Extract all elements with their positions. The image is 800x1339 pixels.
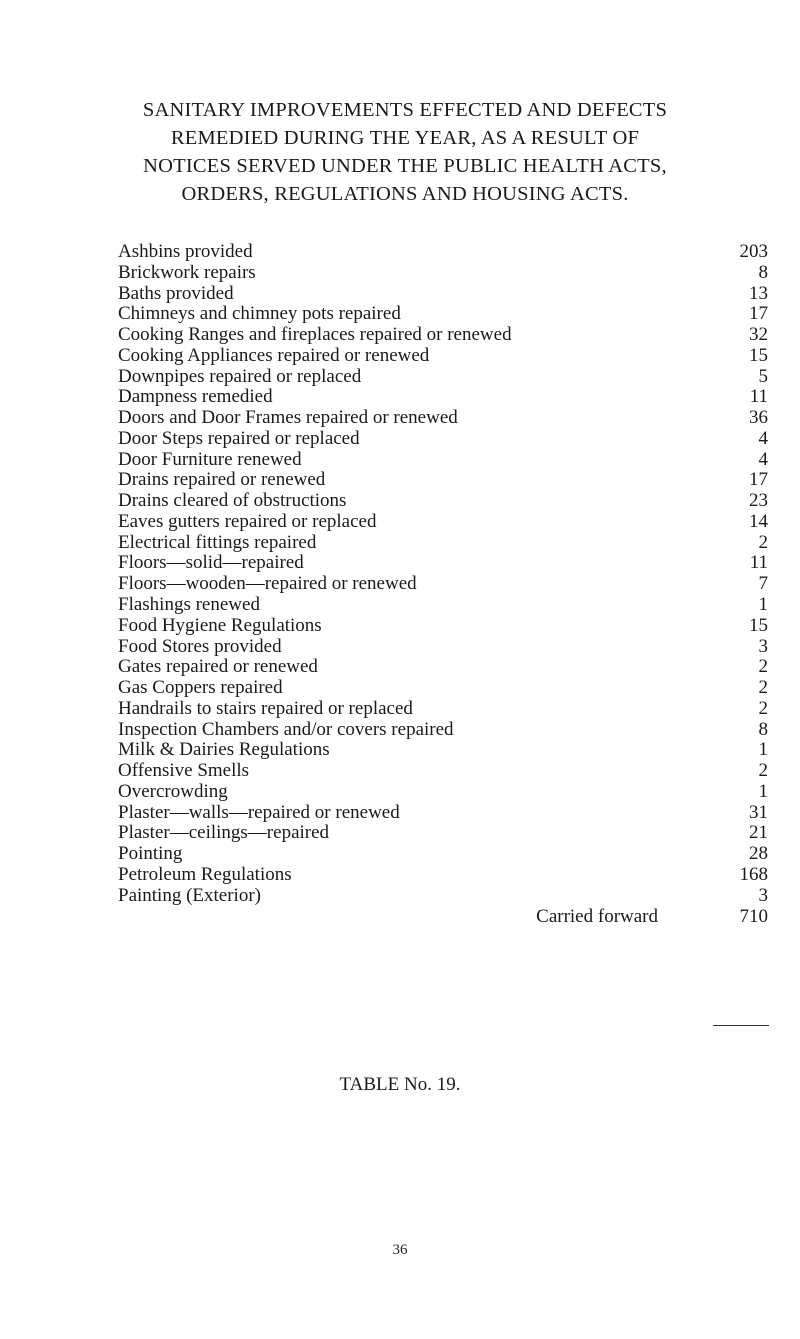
item-label: Handrails to stairs repaired or replaced	[118, 699, 421, 720]
item-count: 13	[749, 282, 768, 304]
item-count: 23	[749, 490, 768, 512]
item-count: 15	[749, 614, 768, 636]
list-item	[118, 387, 768, 408]
list-item	[118, 491, 768, 512]
item-label: Pointing	[118, 844, 190, 865]
item-count: 21	[749, 822, 768, 844]
heading-line-2: REMEDIED DURING THE YEAR, AS A RESULT OF	[170, 127, 640, 149]
item-count: 2	[758, 760, 768, 782]
list-item	[118, 574, 768, 595]
list-item	[118, 553, 768, 574]
item-label: Inspection Chambers and/or covers repaired	[118, 720, 462, 741]
item-label: Flashings renewed	[118, 595, 268, 616]
list-item	[118, 512, 768, 533]
improvements-list	[118, 242, 768, 907]
item-label: Chimneys and chimney pots repaired	[118, 304, 409, 325]
list-item	[118, 242, 768, 263]
item-label: Petroleum Regulations	[118, 865, 300, 886]
list-item	[118, 595, 768, 616]
heading-line-3: NOTICES SERVED UNDER THE PUBLIC HEALTH ACTS,	[143, 155, 667, 177]
item-count: 3	[758, 635, 768, 657]
item-count: 2	[758, 697, 768, 719]
item-count: 11	[749, 386, 768, 408]
item-count: 1	[758, 780, 768, 802]
item-label: Ashbins provided	[118, 242, 261, 263]
item-count: 2	[758, 531, 768, 553]
list-item	[118, 865, 768, 886]
item-count: 8	[758, 261, 768, 283]
item-label: Cooking Appliances repaired or renewed	[118, 346, 437, 367]
list-item	[118, 304, 768, 325]
item-count: 2	[758, 656, 768, 678]
item-label: Floors—wooden—repaired or renewed	[118, 574, 425, 595]
item-label: Electrical fittings repaired	[118, 533, 324, 554]
item-count: 203	[739, 241, 768, 262]
list-item	[118, 699, 768, 720]
heading-line-1: SANITARY IMPROVEMENTS EFFECTED AND DEFECTS	[142, 99, 668, 121]
item-label: Dampness remedied	[118, 387, 281, 408]
item-count: 5	[758, 365, 768, 387]
list-item	[118, 470, 768, 491]
item-label: Offensive Smells	[118, 761, 257, 782]
list-item	[118, 740, 768, 761]
item-label: Plaster—walls—repaired or renewed	[118, 803, 408, 824]
item-label: Doors and Door Frames repaired or renewed	[118, 408, 466, 429]
list-item	[118, 533, 768, 554]
item-count: 36	[749, 407, 768, 429]
item-label: Food Hygiene Regulations	[118, 616, 330, 637]
item-count: 7	[758, 573, 768, 595]
item-count: 31	[749, 801, 768, 823]
total-underline	[713, 1025, 769, 1026]
list-item	[118, 429, 768, 450]
item-label: Drains cleared of obstructions	[118, 491, 354, 512]
item-label: Gates repaired or renewed	[118, 657, 326, 678]
list-item	[118, 803, 768, 824]
heading-line-4: ORDERS, REGULATIONS AND HOUSING ACTS.	[181, 183, 629, 205]
item-label: Milk & Dairies Regulations	[118, 740, 338, 761]
list-item	[118, 284, 768, 305]
item-count: 28	[749, 843, 768, 865]
list-item	[118, 367, 768, 388]
item-count: 32	[749, 324, 768, 346]
list-item	[118, 823, 768, 844]
item-label: Eaves gutters repaired or replaced	[118, 512, 384, 533]
document-heading	[95, 96, 715, 208]
list-item	[118, 720, 768, 741]
item-label: Overcrowding	[118, 782, 236, 803]
item-count: 4	[758, 448, 768, 470]
item-count: 15	[749, 344, 768, 366]
item-label: Floors—solid—repaired	[118, 553, 312, 574]
item-count: 4	[758, 427, 768, 449]
carried-forward-row	[118, 905, 768, 929]
item-count: 17	[749, 303, 768, 325]
list-item	[118, 346, 768, 367]
list-item	[118, 678, 768, 699]
carried-forward-value: 710	[739, 906, 768, 927]
item-count: 3	[758, 884, 768, 906]
item-label: Door Steps repaired or replaced	[118, 429, 368, 450]
list-item	[118, 886, 768, 907]
item-label: Downpipes repaired or replaced	[118, 367, 369, 388]
list-item	[118, 325, 768, 346]
list-item	[118, 616, 768, 637]
item-label: Cooking Ranges and fireplaces repaired or renewed	[118, 325, 520, 346]
list-item	[118, 408, 768, 429]
list-item	[118, 761, 768, 782]
list-item	[118, 263, 768, 284]
carried-forward-label: Carried forward	[536, 906, 658, 927]
item-count: 17	[749, 469, 768, 491]
item-label: Food Stores provided	[118, 637, 290, 658]
item-count: 11	[749, 552, 768, 574]
item-label: Baths provided	[118, 284, 242, 305]
item-label: Brickwork repairs	[118, 263, 264, 284]
list-item	[118, 450, 768, 471]
list-item	[118, 782, 768, 803]
item-label: Drains repaired or renewed	[118, 470, 333, 491]
item-label: Plaster—ceilings—repaired	[118, 823, 337, 844]
item-count: 1	[758, 739, 768, 761]
item-label: Gas Coppers repaired	[118, 678, 291, 699]
item-count: 14	[749, 510, 768, 532]
item-count: 168	[739, 863, 768, 885]
list-item	[118, 844, 768, 865]
item-count: 1	[758, 594, 768, 616]
table-number: TABLE No. 19.	[339, 1074, 461, 1095]
list-item	[118, 657, 768, 678]
item-label: Painting (Exterior)	[118, 886, 269, 907]
list-item	[118, 637, 768, 658]
item-label: Door Furniture renewed	[118, 450, 310, 471]
item-count: 2	[758, 677, 768, 699]
page-number: 36	[392, 1242, 408, 1258]
item-count: 8	[758, 718, 768, 740]
